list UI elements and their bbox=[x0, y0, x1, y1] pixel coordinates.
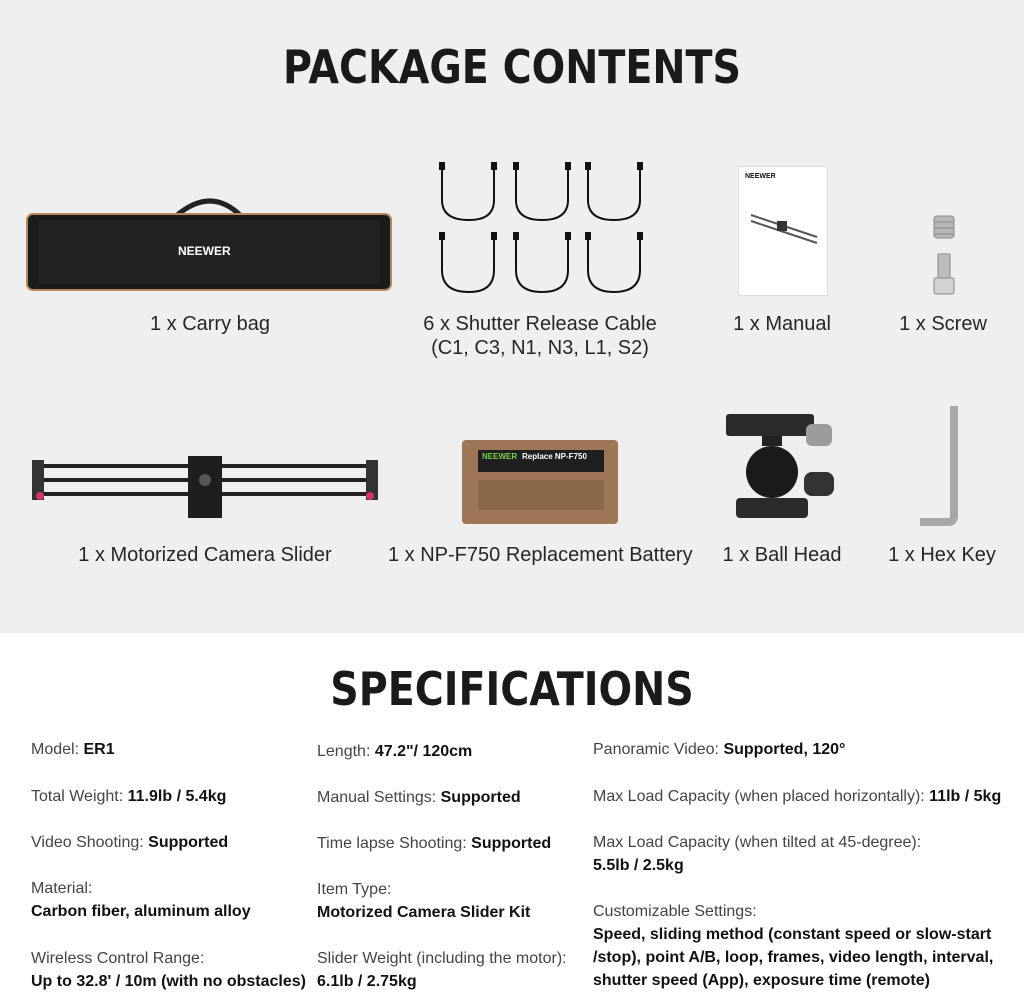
hex-key-label: 1 x Hex Key bbox=[888, 544, 996, 566]
shutter-cables-image bbox=[434, 160, 646, 300]
spec-max-load-horizontal: Max Load Capacity (when placed horizontally): 11lb / 5kg bbox=[593, 788, 1002, 805]
battery-text: Replace NP-F750 bbox=[522, 452, 587, 461]
spec-panoramic-video: Panoramic Video: Supported, 120° bbox=[593, 741, 846, 758]
spec-item-type: Item Type: Motorized Camera Slider Kit bbox=[317, 881, 531, 921]
hex-key-image bbox=[916, 404, 966, 526]
carry-bag-image bbox=[26, 190, 392, 292]
spec-wireless-range: Wireless Control Range: Up to 32.8' / 10m (with no obstacles) bbox=[31, 950, 306, 990]
shutter-cables-models: (C1, C3, N1, N3, L1, S2) bbox=[431, 337, 649, 359]
spec-customizable-settings: Customizable Settings: Speed, sliding method (constant speed or slow-start /stop), point A/B, loop, frames, video length, interval, shutter speed (App), exposure time (remote) bbox=[593, 903, 994, 989]
package-contents-title: PACKAGE CONTENTS bbox=[283, 40, 741, 94]
battery-brand: NEEWER bbox=[482, 452, 518, 461]
spec-total-weight: Total Weight: 11.9lb / 5.4kg bbox=[31, 788, 227, 805]
ball-head-label: 1 x Ball Head bbox=[722, 544, 842, 566]
shutter-cables-label: 6 x Shutter Release Cable bbox=[423, 313, 657, 335]
battery-image bbox=[462, 440, 618, 524]
screw-image bbox=[926, 212, 962, 298]
spec-time-lapse: Time lapse Shooting: Supported bbox=[317, 835, 552, 852]
carry-bag-label: 1 x Carry bag bbox=[149, 313, 271, 335]
manual-image bbox=[738, 166, 828, 296]
spec-max-load-tilted: Max Load Capacity (when tilted at 45-degree): 5.5lb / 2.5kg bbox=[593, 834, 922, 874]
camera-slider-image bbox=[32, 456, 378, 522]
spec-material: Material: Carbon fiber, aluminum alloy bbox=[31, 880, 251, 920]
screw-label: 1 x Screw bbox=[899, 313, 987, 335]
spec-slider-weight: Slider Weight (including the motor): 6.1lb / 2.75kg bbox=[317, 950, 567, 990]
manual-brand: NEEWER bbox=[745, 173, 776, 180]
specifications-title: SPECIFICATIONS bbox=[330, 662, 694, 716]
spec-manual-settings: Manual Settings: Supported bbox=[317, 789, 521, 806]
spec-length: Length: 47.2"/ 120cm bbox=[317, 743, 473, 760]
ball-head-image bbox=[722, 408, 840, 522]
spec-video-shooting: Video Shooting: Supported bbox=[31, 834, 229, 851]
manual-label: 1 x Manual bbox=[733, 313, 831, 335]
camera-slider-label: 1 x Motorized Camera Slider bbox=[78, 544, 332, 566]
battery-label: 1 x NP-F750 Replacement Battery bbox=[388, 544, 693, 566]
spec-model: Model: ER1 bbox=[31, 741, 115, 758]
carry-bag-brand: NEEWER bbox=[178, 244, 231, 258]
